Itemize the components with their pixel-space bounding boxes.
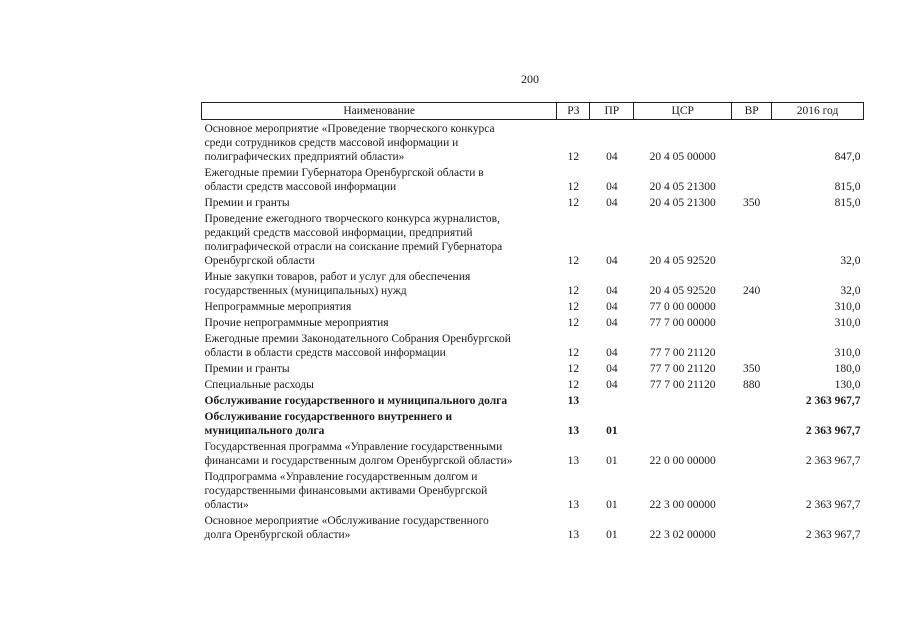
row-vr: 240 [742,285,761,297]
row-vr [732,210,772,268]
row-name-line: Государственная программа «Управление государственными [204,441,503,453]
row-csr [634,408,732,438]
row-name-line: Подпрограмма «Управление государственным долгом и [204,471,478,483]
row-csr: 20 4 05 21300 [649,197,716,209]
table-row [202,164,864,194]
row-name-line: области» [204,499,249,511]
row-csr: 22 3 02 00000 [649,529,716,541]
row-amount: 815,0 [834,181,861,193]
row-pr: 04 [606,301,618,313]
row-pr: 01 [606,425,618,437]
row-name [202,512,557,542]
row-name-line: муниципального долга [204,425,325,437]
row-csr: 77 7 00 21120 [649,379,716,391]
budget-table [201,102,864,542]
row-vr [732,120,772,165]
row-csr: 20 4 05 00000 [649,151,716,163]
row-vr: 350 [742,363,761,375]
row-name-line: редакций средств массовой информации, предприятий [204,227,473,239]
row-amount: 130,0 [834,379,861,391]
table-row [202,298,864,314]
row-rz: 13 [567,529,580,541]
row-pr: 01 [606,499,618,511]
row-csr: 22 0 00 00000 [649,455,716,467]
row-amount: 847,0 [834,151,861,163]
row-name-line: Обслуживание государственного и муниципального долга [204,395,508,407]
row-name-line: государственных (муниципальных) нужд [204,285,407,297]
row-pr: 04 [606,379,618,391]
row-name [202,120,557,165]
row-name [202,330,557,360]
row-name-line: Основное мероприятие «Проведение творческого конкурса [204,123,495,135]
row-rz: 13 [567,499,580,511]
row-rz: 12 [567,317,580,329]
row-name [202,438,557,468]
row-pr: 04 [606,317,618,329]
row-pr: 04 [606,181,618,193]
row-name-line: Премии и гранты [204,197,290,209]
row-vr [732,392,772,408]
row-csr: 77 7 00 21120 [649,363,716,375]
row-rz: 13 [567,455,580,467]
row-name-line: полиграфической отрасли на соискание премий Губернатора [204,241,503,253]
table-row [202,392,864,408]
table-row [202,468,864,512]
row-rz: 12 [567,363,580,375]
row-name-line: Основное мероприятие «Обслуживание государственного [204,515,489,527]
row-name-line: государственными финансовыми активами Оренбургской [204,485,488,497]
table-row [202,376,864,392]
row-name [202,392,557,408]
row-amount: 180,0 [834,363,861,375]
row-amount: 2 363 967,7 [805,455,861,467]
row-name-line: Прочие непрограммные мероприятия [204,317,389,329]
table-row [202,438,864,468]
row-name-line: Непрограммные мероприятия [204,301,352,313]
row-vr: 350 [742,197,761,209]
table-row [202,268,864,298]
row-name-line: Ежегодные премии Законодательного Собрания Оренбургской [204,333,511,345]
table-body [202,120,864,543]
row-name [202,210,557,268]
row-rz: 12 [567,181,580,193]
row-csr [634,392,732,408]
row-name [202,408,557,438]
row-name [202,376,557,392]
row-name-line: Ежегодные премии Губернатора Оренбургской области в [204,167,484,179]
row-vr [732,314,772,330]
row-rz: 12 [567,379,580,391]
row-name [202,314,557,330]
row-pr: 04 [606,347,618,359]
table-row [202,408,864,438]
row-amount: 2 363 967,7 [805,499,861,511]
row-name [202,268,557,298]
row-csr: 77 7 00 21120 [649,347,716,359]
row-amount: 310,0 [834,347,861,359]
header-vr: ВР [732,103,772,120]
row-name [202,468,557,512]
row-rz: 13 [567,395,580,407]
row-vr [732,330,772,360]
row-name-line: области в области средств массовой информации [204,347,446,359]
page-number: 200 [521,72,539,86]
table-row [202,314,864,330]
row-name [202,164,557,194]
row-rz: 12 [567,301,580,313]
row-pr: 04 [606,255,618,267]
row-rz: 12 [567,255,580,267]
row-rz: 12 [567,347,580,359]
table-row [202,120,864,165]
row-amount: 310,0 [834,317,861,329]
row-pr: 04 [606,285,618,297]
row-vr [732,164,772,194]
row-csr: 22 3 00 00000 [649,499,716,511]
table-row [202,512,864,542]
table-row [202,360,864,376]
row-vr [732,468,772,512]
row-pr: 04 [606,197,618,209]
row-vr [732,438,772,468]
row-csr: 77 7 00 00000 [649,317,716,329]
table-header-row [202,103,864,120]
header-csr: ЦСР [634,103,732,120]
table-row [202,210,864,268]
row-amount: 310,0 [834,301,861,313]
table-row [202,194,864,210]
row-pr: 04 [606,151,618,163]
row-name-line: долга Оренбургской области» [204,529,351,541]
header-amount: 2016 год [772,103,864,120]
row-name-line: финансами и государственным долгом Оренбургской области» [204,455,513,467]
row-amount: 32,0 [840,255,861,267]
row-rz: 13 [567,425,580,437]
row-amount: 815,0 [834,197,861,209]
table-row [202,330,864,360]
row-vr [732,512,772,542]
row-csr: 20 4 05 92520 [649,255,716,267]
row-name-line: Проведение ежегодного творческого конкурса журналистов, [204,213,500,225]
row-pr: 01 [606,455,618,467]
row-pr: 04 [606,363,618,375]
row-amount: 2 363 967,7 [805,425,861,437]
row-name-line: Специальные расходы [204,379,314,391]
row-name-line: Оренбургской области [204,255,315,267]
row-pr [590,392,634,408]
row-name [202,298,557,314]
row-amount: 32,0 [840,285,861,297]
row-name-line: полиграфических предприятий области» [204,151,405,163]
row-name-line: области средств массовой информации [204,181,397,193]
row-rz: 12 [567,151,580,163]
row-name-line: Иные закупки товаров, работ и услуг для обеспечения [204,271,471,283]
row-name [202,360,557,376]
row-name [202,194,557,210]
row-vr [732,408,772,438]
header-name: Наименование [202,103,557,120]
row-name-line: Обслуживание государственного внутреннего и [204,411,453,423]
row-amount: 2 363 967,7 [805,529,861,541]
header-rz: РЗ [557,103,590,120]
row-rz: 12 [567,197,580,209]
row-amount: 2 363 967,7 [805,395,861,407]
row-pr: 01 [606,529,618,541]
row-csr: 77 0 00 00000 [649,301,716,313]
row-vr: 880 [742,379,761,391]
row-vr [732,298,772,314]
row-rz: 12 [567,285,580,297]
row-name-line: Премии и гранты [204,363,290,375]
row-csr: 20 4 05 92520 [649,285,716,297]
header-pr: ПР [590,103,634,120]
row-name-line: среди сотрудников средств массовой информации и [204,137,459,149]
row-csr: 20 4 05 21300 [649,181,716,193]
